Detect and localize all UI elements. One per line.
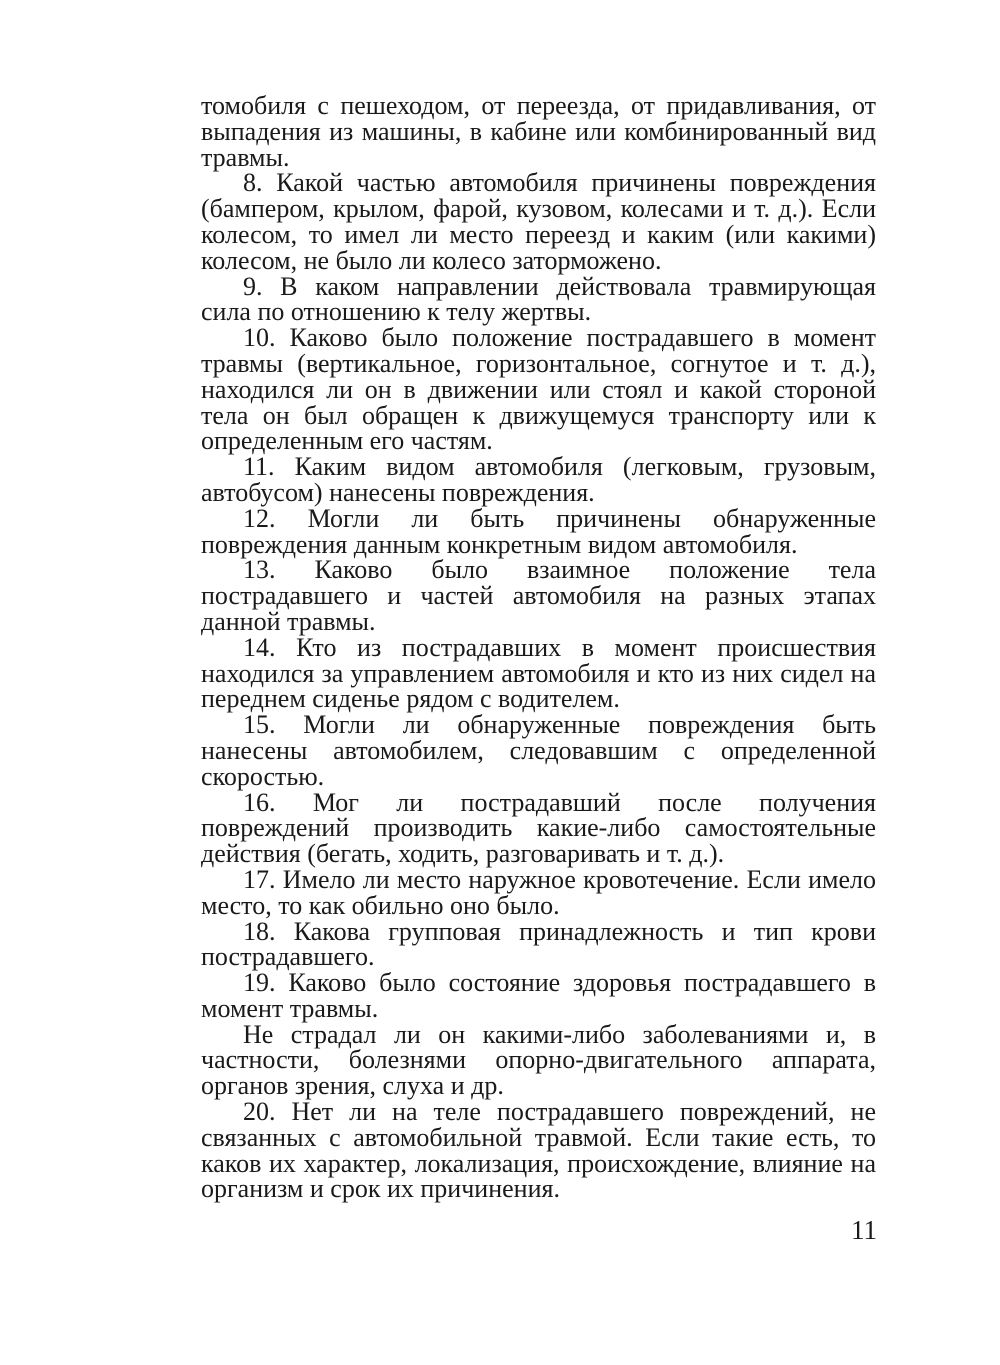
paragraph-item-9: 9. В каком направлении действовала травмирующая сила по отношению к телу жертвы. [201, 271, 876, 327]
paragraph-item-12: 12. Могли ли быть причинены обнаруженные повреждения данным конкретным видом автомобиля. [201, 503, 876, 559]
paragraph-item-10: 10. Каково было положение пострадавшего в момент травмы (вертикальное, горизонтальное, согнутое и т. д.), находился ли он в движении или стоял и какой стороной тела он был обращен к движущемуся транспорту или к определенным его частям. [201, 323, 876, 456]
paragraph-continuation: томобиля с пешеходом, от переезда, от придавливания, от выпадения из машины, в кабине или комбинированный вид травмы. [201, 91, 876, 172]
paragraph-item-17: 17. Имело ли место наружное кровотечение. Если имело место, то как обильно оно было. [201, 864, 876, 920]
paragraph-item-16: 16. Мог ли пострадавший после получения повреждений производить какие-либо самостоятельные действия (бегать, ходить, разговаривать и т. д.). [201, 787, 876, 869]
paragraph-item-11: 11. Каким видом автомобиля (легковым, грузовым, автобусом) нанесены повреждения. [201, 452, 876, 507]
paragraph-item-15: 15. Могли ли обнаруженные повреждения быть нанесены автомобилем, следовавшим с определенной скоростью. [201, 710, 876, 791]
paragraph-item-8: 8. Какой частью автомобиля причинены повреждения (бампером, крылом, фарой, кузовом, колесами и т. д.). Если колесом, то имел ли место переезд и каким (или какими) колесом, не было ли колесо заторможено. [201, 168, 876, 275]
paragraph-item-20: 20. Нет ли на теле пострадавшего повреждений, не связанных с автомобильной травмой. Если такие есть, то каков их характер, локализация, происхождение, влияние на организм и срок их причинения. [201, 1097, 876, 1204]
paragraph-item-18: 18. Какова групповая принадлежность и тип крови пострадавшего. [201, 916, 876, 972]
paragraph-item-13: 13. Каково было взаимное положение тела пострадавшего и частей автомобиля на разных этапах данной травмы. [201, 555, 876, 636]
paragraph-item-19-continued: Не страдал ли он какими-либо заболеваниями и, в частности, болезнями опорно-двигательного аппарата, органов зрения, слуха и др. [201, 1019, 876, 1101]
page-number: 11 [851, 1215, 877, 1245]
body-text [201, 93, 876, 1202]
paragraph-item-14: 14. Кто из пострадавших в момент происшествия находился за управлением автомобиля и кто из них сидел на переднем сиденье рядом с водителем. [201, 632, 876, 714]
paragraph-item-19: 19. Каково было состояние здоровья пострадавшего в момент травмы. [201, 968, 876, 1023]
